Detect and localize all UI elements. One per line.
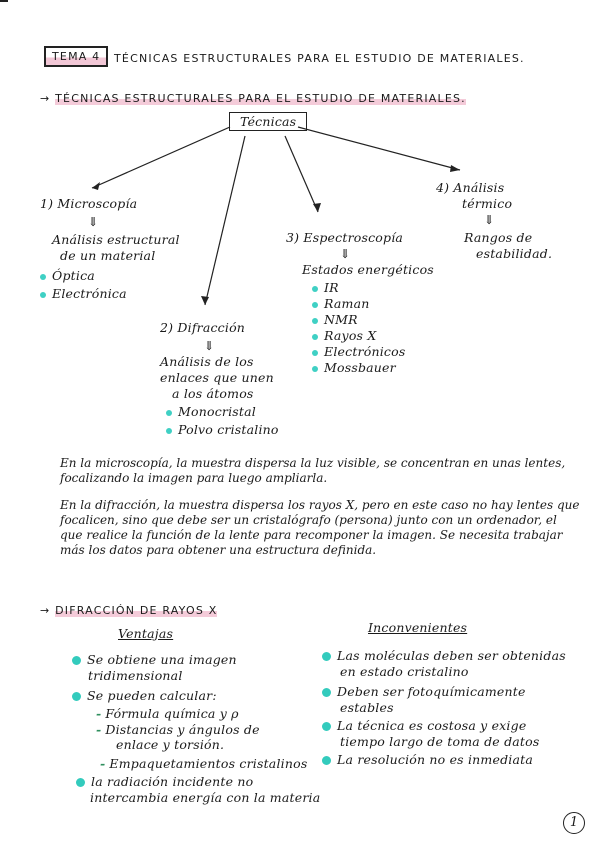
list-item: Mossbauer [312, 360, 396, 375]
branch-difraccion-desc-1: Análisis de los [160, 354, 254, 369]
list-item: Raman [312, 296, 370, 311]
list-item: la radiación incidente no [76, 774, 253, 789]
diagram-root: Técnicas [229, 112, 307, 131]
list-item-continuation: en estado cristalino [340, 664, 469, 679]
branch-arrow: ⇓ [88, 214, 99, 229]
sub-list-item: - Empaquetamientos cristalinos [100, 756, 308, 771]
bullet-icon [76, 778, 85, 787]
bullet-icon [72, 656, 81, 665]
branch-microscopia-desc-1: Análisis estructural [52, 232, 180, 247]
branch-arrow: ⇓ [204, 338, 215, 353]
connector-difraccion [205, 136, 245, 305]
dash-bullet-icon: - [96, 722, 102, 737]
branch-arrow: ⇓ [484, 212, 495, 227]
arrowhead-icon [450, 165, 460, 172]
list-item: La resolución no es inmediata [322, 752, 533, 767]
list-item: Rayos X [312, 328, 376, 343]
connector-espectroscopia [285, 136, 318, 212]
branch-microscopia-desc-2: de un material [60, 248, 156, 263]
list-item-continuation: estables [340, 700, 394, 715]
list-item: Monocristal [166, 404, 256, 419]
tema-label: TEMA 4 [44, 46, 108, 67]
ventajas-title: Ventajas [118, 626, 174, 641]
bullet-icon [312, 350, 318, 356]
branch-difraccion-title: 2) Difracción [160, 320, 246, 335]
connector-microscopia [92, 127, 230, 188]
list-item-continuation: tridimensional [88, 668, 183, 683]
sub-list-item: - Distancias y ángulos de [96, 722, 260, 737]
branch-termico-desc-2: estabilidad. [476, 246, 553, 261]
arrow-icon: → [40, 604, 51, 617]
branch-termico-title-2: térmico [462, 196, 513, 211]
list-item: Óptica [40, 268, 95, 283]
list-item: NMR [312, 312, 358, 327]
arrowhead-icon [201, 296, 209, 305]
section2-heading-text: DIFRACCIÓN DE RAYOS X [55, 604, 218, 617]
list-item: Electrónica [40, 286, 127, 301]
branch-espectroscopia-desc: Estados energéticos [302, 262, 434, 277]
bullet-icon [312, 334, 318, 340]
section1-heading-text: TÉCNICAS ESTRUCTURALES PARA EL ESTUDIO DE MATERIALES. [55, 92, 466, 105]
paragraph-microscopia: En la microscopía, la muestra dispersa la luz visible, se concentran en unas lentes, focalizando la imagen para luego ampliarla. [60, 456, 566, 485]
bullet-icon [312, 318, 318, 324]
list-item: Deben ser fotoquímicamente [322, 684, 526, 699]
page-number: 1 [563, 812, 585, 834]
bullet-icon [166, 428, 172, 434]
bullet-icon [322, 688, 331, 697]
arrowhead-icon [92, 182, 100, 190]
bullet-icon [166, 410, 172, 416]
list-item: Polvo cristalino [166, 422, 279, 437]
paragraph-difraccion: En la difracción, la muestra dispersa los rayos X, pero en este caso no hay lentes que focalicen, sino que debe ser un cristalógrafo (persona) junto con un ordenador, el que realice la función de la lente para recomponer la imagen. Se necesita trabajar más los datos para obtener una estructura definida. [60, 498, 580, 557]
bullet-icon [40, 274, 46, 280]
bullet-icon [72, 692, 81, 701]
dash-bullet-icon: - [100, 756, 106, 771]
list-item-continuation: tiempo largo de toma de datos [340, 734, 540, 749]
tema-title: TÉCNICAS ESTRUCTURALES PARA EL ESTUDIO DE MATERIALES. [114, 52, 525, 65]
bullet-icon [322, 756, 331, 765]
list-item: IR [312, 280, 339, 295]
bullet-icon [312, 286, 318, 292]
dash-bullet-icon: - [96, 706, 102, 721]
branch-microscopia-title: 1) Microscopía [40, 196, 138, 211]
branch-termico-title-1: 4) Análisis [436, 180, 505, 195]
list-item: La técnica es costosa y exige [322, 718, 526, 733]
bullet-icon [312, 302, 318, 308]
list-item-continuation: intercambia energía con la materia [90, 790, 321, 805]
sub-list-item: - Fórmula química y ρ [96, 706, 239, 721]
branch-termico-desc-1: Rangos de [464, 230, 533, 245]
bullet-icon [322, 722, 331, 731]
list-item: Se obtiene una imagen [72, 652, 237, 667]
arrow-icon: → [40, 92, 51, 105]
list-item: Las moléculas deben ser obtenidas [322, 648, 566, 663]
branch-difraccion-desc-3: a los átomos [172, 386, 254, 401]
sub-list-item-continuation: enlace y torsión. [116, 737, 225, 752]
list-item: Electrónicos [312, 344, 405, 359]
branch-arrow: ⇓ [340, 246, 351, 261]
branch-difraccion-desc-2: enlaces que unen [160, 370, 274, 385]
bullet-icon [322, 652, 331, 661]
connector-termico [298, 127, 460, 170]
section2-heading [40, 604, 217, 617]
list-item: Se pueden calcular: [72, 688, 217, 703]
bullet-icon [40, 292, 46, 298]
branch-espectroscopia-title: 3) Espectroscopía [286, 230, 404, 245]
inconvenientes-title: Inconvenientes [368, 620, 468, 635]
bullet-icon [312, 366, 318, 372]
